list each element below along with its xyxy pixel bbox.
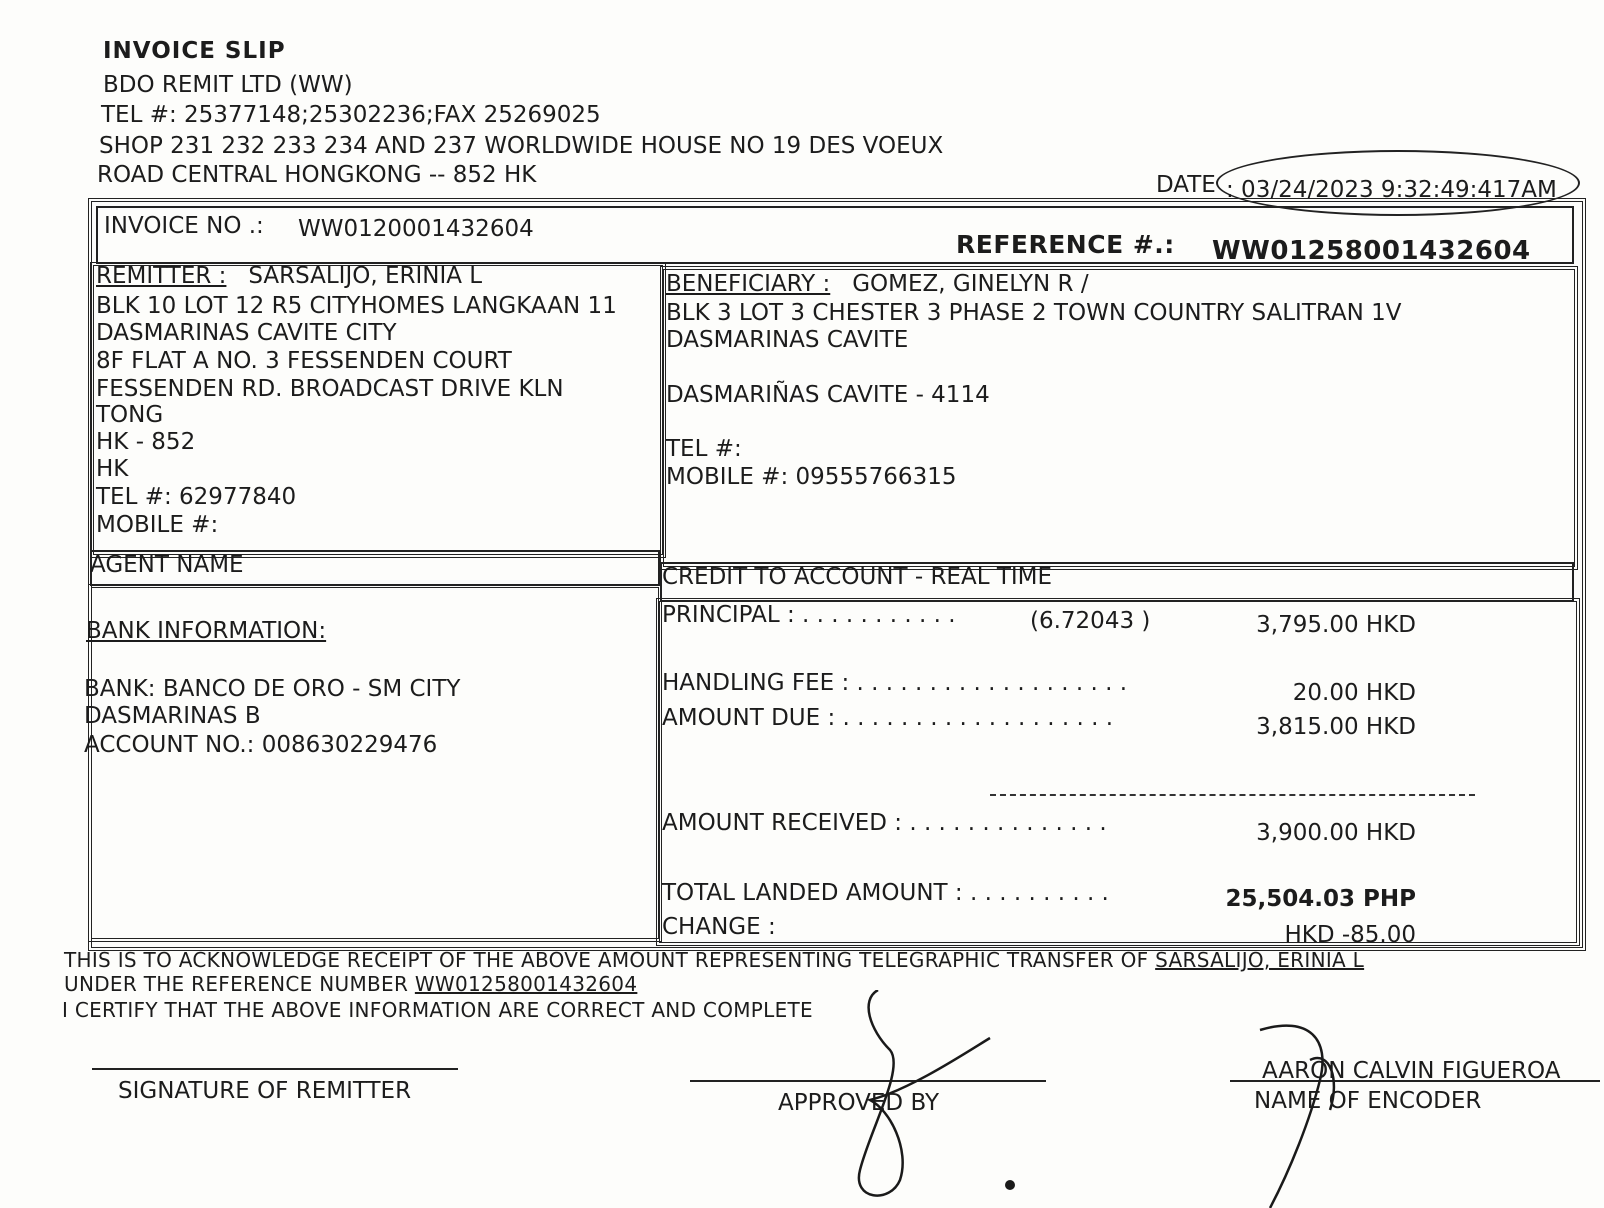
remitter-line: HK	[96, 456, 129, 482]
remitter-label-row	[96, 263, 482, 290]
bank-branch: DASMARINAS B	[84, 703, 261, 729]
encoder-name: AARON CALVIN FIGUEROA	[1262, 1058, 1561, 1084]
beneficiary-mobile: MOBILE #: 09555766315	[666, 464, 957, 490]
principal-value: 3,795.00 HKD	[1256, 612, 1416, 638]
acknowledgement-remitter-name: SARSALIJO, ERINIA L	[1155, 948, 1365, 972]
company-phone: TEL #: 25377148;25302236;FAX 25269025	[101, 102, 601, 128]
principal-label: PRINCIPAL : . . . . . . . . . . .	[662, 602, 956, 628]
handling-fee-label: HANDLING FEE : . . . . . . . . . . . . . . . . . . .	[662, 670, 1128, 696]
acknowledgement-line	[64, 948, 1364, 972]
remitter-label: REMITTER :	[96, 263, 227, 289]
encoder-signature	[1250, 1020, 1400, 1208]
remitter-line: DASMARINAS CAVITE CITY	[96, 320, 397, 346]
exchange-rate: (6.72043 )	[1030, 608, 1151, 634]
reference-statement-text: UNDER THE REFERENCE NUMBER	[64, 972, 409, 996]
amount-due-value: 3,815.00 HKD	[1256, 714, 1416, 740]
remitter-name: SARSALIJO, ERINIA L	[248, 263, 483, 289]
invoice-number-label: INVOICE NO .:	[104, 213, 264, 239]
remitter-phone: TEL #: 62977840	[96, 484, 297, 510]
reference-statement-line	[64, 972, 637, 996]
subtotal-divider	[990, 794, 1475, 796]
beneficiary-phone: TEL #:	[666, 436, 742, 462]
remitter-mobile: MOBILE #:	[96, 512, 219, 538]
date-value: : 03/24/2023 9:32:49:417AM	[1226, 177, 1557, 203]
certification-statement: I CERTIFY THAT THE ABOVE INFORMATION ARE CORRECT AND COMPLETE	[62, 998, 813, 1022]
amount-due-label: AMOUNT DUE : . . . . . . . . . . . . . . . . . . .	[662, 705, 1114, 731]
document-title: INVOICE SLIP	[103, 38, 286, 64]
bank-info-heading: BANK INFORMATION:	[86, 618, 327, 644]
credit-method: CREDIT TO ACCOUNT - REAL TIME	[662, 564, 1053, 590]
total-landed-value: 25,504.03 PHP	[1225, 886, 1416, 912]
beneficiary-label-row	[666, 271, 1089, 298]
acknowledgement-text: THIS IS TO ACKNOWLEDGE RECEIPT OF THE ABOVE AMOUNT REPRESENTING TELEGRAPHIC TRANSFER OF	[64, 948, 1149, 972]
change-value: HKD -85.00	[1284, 922, 1416, 948]
reference-label: REFERENCE #.:	[956, 230, 1175, 259]
reference-statement-number: WW01258001432604	[414, 972, 638, 996]
remitter-signature-label: SIGNATURE OF REMITTER	[118, 1078, 412, 1104]
invoice-number-value: WW0120001432604	[298, 216, 534, 242]
company-address-line1: SHOP 231 232 233 234 AND 237 WORLDWIDE HOUSE NO 19 DES VOEUX	[99, 133, 944, 159]
approved-by-label: APPROVED BY	[778, 1090, 940, 1116]
approver-signature	[830, 990, 1190, 1208]
date-label: DATE	[1156, 172, 1216, 198]
agent-name-label: AGENT NAME	[90, 552, 244, 578]
remitter-line: TONG	[96, 402, 164, 428]
beneficiary-name: GOMEZ, GINELYN R /	[852, 271, 1089, 297]
beneficiary-address-line3: DASMARIÑAS CAVITE - 4114	[666, 382, 990, 408]
amount-received-value: 3,900.00 HKD	[1256, 820, 1416, 846]
change-label: CHANGE :	[662, 914, 776, 940]
total-landed-label: TOTAL LANDED AMOUNT : . . . . . . . . . .	[662, 880, 1109, 906]
handling-fee-value: 20.00 HKD	[1292, 680, 1416, 706]
remitter-signature-line	[92, 1068, 458, 1070]
beneficiary-address-line2: DASMARINAS CAVITE	[666, 327, 909, 353]
bank-name: BANK: BANCO DE ORO - SM CITY	[84, 676, 461, 702]
remitter-line: HK - 852	[96, 429, 196, 455]
remitter-line: BLK 10 LOT 12 R5 CITYHOMES LANGKAAN 11	[96, 293, 617, 319]
company-address-line2: ROAD CENTRAL HONGKONG -- 852 HK	[97, 162, 537, 188]
beneficiary-address-line1: BLK 3 LOT 3 CHESTER 3 PHASE 2 TOWN COUNTRY SALITRAN 1V	[666, 300, 1402, 326]
bank-account-number: ACCOUNT NO.: 008630229476	[84, 732, 438, 758]
amount-received-label: AMOUNT RECEIVED : . . . . . . . . . . . . . .	[662, 810, 1107, 836]
remitter-line: FESSENDEN RD. BROADCAST DRIVE KLN	[96, 376, 564, 402]
beneficiary-label: BENEFICIARY :	[666, 271, 831, 297]
encoder-label: NAME OF ENCODER	[1254, 1088, 1482, 1114]
remitter-line: 8F FLAT A NO. 3 FESSENDEN COURT	[96, 348, 512, 374]
company-name: BDO REMIT LTD (WW)	[103, 72, 353, 98]
reference-value: WW01258001432604	[1212, 236, 1531, 266]
